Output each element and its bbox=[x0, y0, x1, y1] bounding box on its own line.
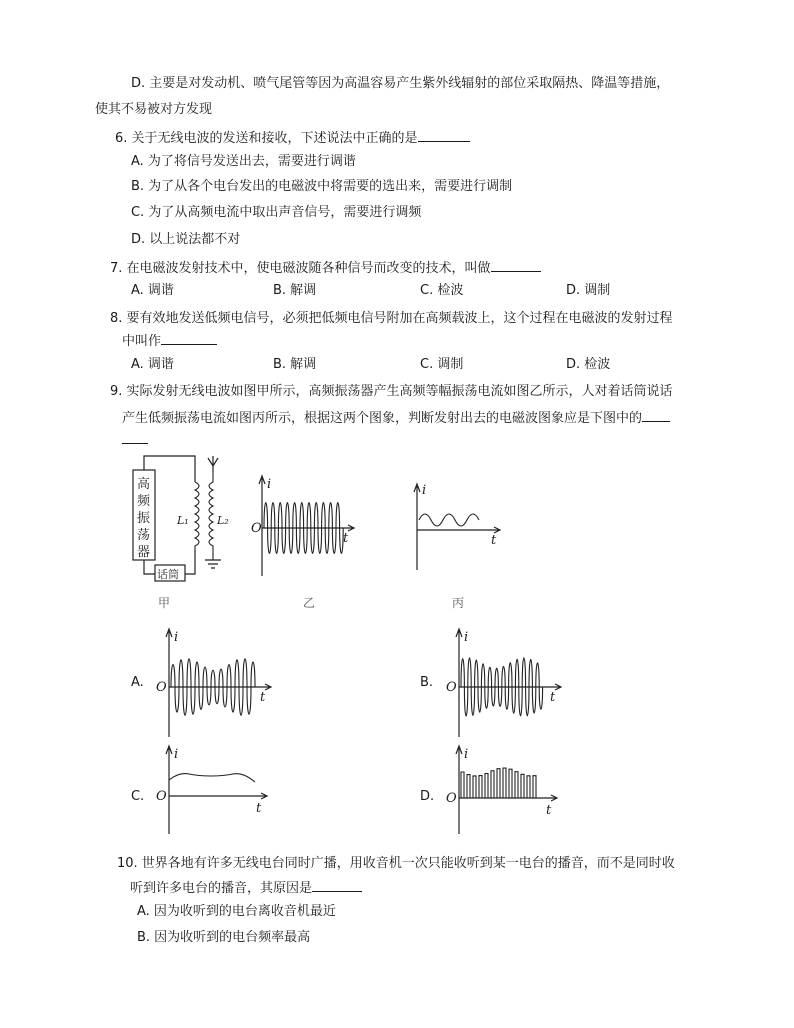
q9-stem-line1: 9. 实际发射无线电波如图甲所示，高频振荡器产生高频等幅振荡电流如图乙所示，人对着话筒说话 bbox=[110, 384, 673, 399]
coil-label-l2: L₂ bbox=[217, 514, 229, 527]
oscillator-char-2: 频 bbox=[137, 494, 151, 509]
figure-jia-circuit bbox=[125, 452, 235, 582]
q9-stem-line2 bbox=[122, 408, 670, 428]
choice-c-wave bbox=[169, 774, 255, 782]
q8-stem-line1: 8. 要有效地发送低频电信号，必须把低频电信号附加在高频载波上，这个过程在电磁波的发射过程 bbox=[110, 311, 673, 326]
caption-jia: 甲 bbox=[158, 596, 171, 610]
q8-option-a: A. 调谐 bbox=[131, 357, 174, 372]
svg-text:i: i bbox=[464, 630, 469, 645]
caption-yi: 乙 bbox=[303, 596, 316, 610]
q10-stem-line1: 10. 世界各地有许多无线电台同时广播，用收音机一次只能收听到某一电台的播音，而不是同时收 bbox=[117, 856, 675, 871]
bing-axis-t bbox=[417, 527, 500, 533]
q8-stem-line2 bbox=[122, 331, 217, 351]
q8-answer-blank[interactable] bbox=[161, 331, 217, 345]
q9-choice-d-label[interactable]: D. bbox=[420, 789, 435, 804]
bing-axis-t-label: t bbox=[491, 533, 497, 548]
q7-option-a: A. 调谐 bbox=[131, 283, 174, 298]
svg-text:i: i bbox=[174, 630, 179, 645]
q7-option-c: C. 检波 bbox=[420, 283, 464, 298]
oscillator-char-5: 器 bbox=[137, 545, 151, 560]
q8-stem-line2-text: 中叫作 bbox=[122, 334, 162, 349]
coil-label-l1: L₁ bbox=[177, 514, 189, 527]
svg-text:O: O bbox=[446, 680, 457, 695]
figure-bing-graph bbox=[405, 480, 505, 575]
q6-answer-blank[interactable] bbox=[418, 128, 470, 142]
q9-stem-line2-text: 产生低频振荡电流如图丙所示，根据这两个图象，判断发射出去的电磁波图象应是下图中的 bbox=[122, 411, 643, 426]
svg-text:O: O bbox=[156, 789, 167, 804]
q10-answer-blank[interactable] bbox=[312, 878, 362, 892]
yi-axis-t bbox=[262, 525, 354, 531]
svg-text:t: t bbox=[550, 690, 556, 705]
bing-audio-wave bbox=[419, 514, 479, 526]
q10-option-b: B. 因为收听到的电台频率最高 bbox=[137, 930, 311, 945]
q10-option-a: A. 因为收听到的电台离收音机最近 bbox=[137, 904, 336, 919]
svg-text:i: i bbox=[464, 747, 469, 762]
q8-option-b: B. 解调 bbox=[273, 357, 317, 372]
yi-axis-i-label: i bbox=[267, 477, 272, 492]
q7-stem-text: 7. 在电磁波发射技术中，使电磁波随各种信号而改变的技术，叫做 bbox=[110, 261, 491, 276]
svg-text:O: O bbox=[446, 791, 457, 806]
svg-text:i: i bbox=[174, 747, 179, 762]
q7-option-d: D. 调制 bbox=[566, 283, 611, 298]
q7-stem bbox=[110, 258, 541, 278]
oscillator-char-1: 高 bbox=[137, 477, 151, 492]
q6-option-d: D. 以上说法都不对 bbox=[131, 232, 241, 247]
coil-l1 bbox=[195, 482, 199, 550]
circuit-wire-bottom bbox=[144, 560, 155, 574]
yi-origin-label: O bbox=[251, 521, 262, 536]
q9-choice-c-label[interactable]: C. bbox=[131, 789, 145, 804]
q6-option-c: C. 为了从高频电流中取出声音信号，需要进行调频 bbox=[131, 205, 422, 220]
bing-axis-i bbox=[414, 484, 420, 570]
antenna-icon bbox=[208, 456, 218, 472]
coil-l2 bbox=[209, 472, 213, 560]
q9-choice-a-graph[interactable] bbox=[155, 625, 275, 740]
q10-stem-line2 bbox=[130, 878, 362, 898]
svg-text:t: t bbox=[256, 801, 262, 816]
q10-stem-line2-text: 听到许多电台的播音，其原因是 bbox=[130, 881, 313, 896]
q6-stem bbox=[115, 128, 470, 148]
figure-yi-graph bbox=[250, 470, 360, 582]
q9-choice-a-label[interactable]: A. bbox=[131, 675, 144, 690]
q6-option-b: B. 为了从各个电台发出的电磁波中将需要的选出来，需要进行调制 bbox=[131, 179, 513, 194]
yi-axis-t-label: t bbox=[343, 531, 349, 546]
q6-stem-text: 6. 关于无线电波的发送和接收，下述说法中正确的是 bbox=[115, 131, 418, 146]
q9-choice-b-label[interactable]: B. bbox=[420, 675, 434, 690]
q8-option-d: D. 检波 bbox=[566, 357, 611, 372]
oscillator-char-3: 振 bbox=[137, 511, 151, 526]
q9-choice-b-graph[interactable] bbox=[445, 625, 565, 740]
q5-option-d-line1: D. 主要是对发动机、喷气尾管等因为高温容易产生紫外线辐射的部位采取隔热、降温等措施， bbox=[131, 76, 670, 91]
choice-d-wave bbox=[461, 768, 539, 798]
svg-text:t: t bbox=[260, 690, 266, 705]
q9-answer-blank-part2[interactable] bbox=[122, 430, 148, 444]
bing-axis-i-label: i bbox=[422, 483, 427, 498]
caption-bing: 丙 bbox=[452, 596, 465, 610]
q8-option-c: C. 调制 bbox=[420, 357, 464, 372]
svg-text:O: O bbox=[156, 680, 167, 695]
q9-answer-blank-wrap bbox=[122, 430, 148, 450]
q7-answer-blank[interactable] bbox=[491, 258, 541, 272]
q9-choice-c-graph[interactable] bbox=[155, 742, 275, 837]
svg-text:t: t bbox=[546, 803, 552, 818]
ground-icon bbox=[205, 560, 221, 568]
q9-choice-d-graph[interactable] bbox=[445, 742, 565, 837]
q9-answer-blank-part1[interactable] bbox=[642, 408, 670, 422]
q6-option-a: A. 为了将信号发送出去，需要进行调谐 bbox=[131, 154, 356, 169]
circuit-wire-right bbox=[185, 550, 195, 574]
q5-option-d-line2: 使其不易被对方发现 bbox=[95, 102, 213, 117]
q7-option-b: B. 解调 bbox=[273, 283, 317, 298]
oscillator-char-4: 荡 bbox=[137, 528, 151, 543]
microphone-label: 话筒 bbox=[157, 568, 179, 581]
